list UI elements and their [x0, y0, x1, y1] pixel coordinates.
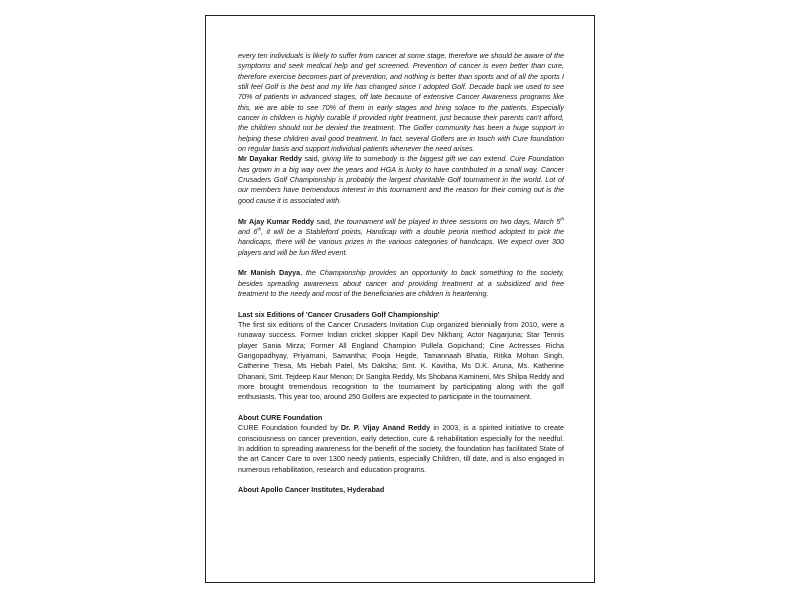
spacer: [238, 403, 564, 413]
said-dayakar: said,: [301, 154, 323, 164]
quote-ajay-sup-a: th: [560, 216, 564, 222]
spacer: [238, 206, 564, 216]
sep-manish: ,: [300, 268, 306, 278]
quote-dayakar-text: giving life to somebody is the biggest gift we can extend. Cure Foundation has grown in a big way over the years and HGA is lucky to have contributed in a small way. Cancer Crusaders Golf Championship is probably the largest charitable Golf tournament in the world. Lot of our members have tremendous interest in this tournament and the reason for their coming out is the good cause it is associated with.: [238, 154, 565, 205]
cure-body-a: CURE Foundation founded by: [238, 423, 341, 433]
spacer: [238, 299, 564, 309]
document-page: [205, 15, 595, 583]
editions-heading: Last six Editions of 'Cancer Crusaders Golf Championship': [238, 309, 440, 319]
quote-manish-text: the Championship provides an opportunity to back something to the society, besides spreading awareness about cancer and providing treatment at a subsidized and free treatment to the needy and most of the beneficiaries are children is heartening.: [238, 268, 565, 298]
quote-ajay-text-c: , it will be a Stableford points, Handicap with a double peoria method adopted to pick the handicaps, there will be various prizes in the various categories of handicaps. We expect over 300 players and will be fun filled event.: [238, 226, 564, 257]
quote-ajay-sup-b: th: [257, 226, 262, 232]
quote-manish-paragraph: [238, 268, 564, 299]
quote-dayakar-paragraph: [238, 154, 564, 206]
cure-founder: Dr. P. Vijay Anand Reddy: [340, 423, 431, 433]
quote-ajay-text-b: and 6: [238, 226, 258, 236]
cure-heading: About CURE Foundation: [238, 413, 323, 423]
spacer: [238, 258, 564, 268]
cure-body: [238, 423, 564, 475]
speaker-dayakar: Mr Dayakar Reddy: [238, 154, 302, 164]
speaker-ajay: Mr Ajay Kumar Reddy: [238, 216, 314, 226]
page-content: [238, 51, 564, 496]
apollo-heading: About Apollo Cancer Institutes, Hyderabad: [238, 485, 385, 495]
quote-ajay-paragraph: [238, 217, 564, 258]
quote-ajay-text-a: the tournament will be played in three sessions on two days, March 5: [334, 216, 561, 226]
editions-body: The first six editions of the Cancer Crusaders Invitation Cup organized biennially from 2010, were a runaway success. Former Indian cricket skipper Kapil Dev Nikhanj; Actor Nagarjuna; Star Tennis player Sania Mirza; Former All England Champion Pullela Gopichand; Cine Actresses Richa Gangopadhyay, Priyamani, Samantha; Pooja Hegde, Tamannaah Bhatia, Ritika Mohan Singh, Catherine Tresa, Ms Hebah Patel, Ms Daksha; Smt. K. Kavitha, Ms D.K. Aruna, Ms. Katherine Dhanani, Smt. Tejdeep Kaur Menon; Dr Sangita Reddy, Ms Shobana Kamineni, Mrs Shilpa Reddy and more brought tremendous recognition to the tournament by participating along with the golf enthusiasts. This year too, around 250 Golfers are expected to participate in the tournament.: [238, 319, 564, 402]
speaker-manish: Mr Manish Dayya: [238, 268, 301, 278]
cure-body-b: in 2003, is a spirited initiative to create consciousness on cancer prevention, early detection, cure & rehabilitation especially for the needful. In addition to spreading awareness for the benefit of the society, the foundation has facilitated State of the art Cancer Care to over 1300 needy patients, especially Children, till date, and is also engaged in numerous rehabilitation, research and education programs.: [238, 423, 564, 474]
said-ajay: said,: [314, 216, 335, 226]
intro-paragraph: every ten individuals is likely to suffer from cancer at some stage, therefore we should be aware of the symptoms and seek medical help and get screened. Prevention of cancer is even better than cure, therefore exercise becomes part of prevention, and nothing is better than sports and of all the sports I still feel Golf is the best and my life has changed since I adopted Golf. Decade back we used to see 70% of patients in advanced stages, off late because of extensive Cancer Awareness programs like this, we are able to see 70% of them in early stages and bring solace to the patients. Especially cancer in children is highly curable if provided right treatment, just because their parents can't afford, the children should not be denied the treatment. The Golfer community has been a huge support in helping these children avail good treatment. In fact, several Golfers are in touch with Cure foundation on regular basis and support individual patients whenever the need arises.: [238, 51, 564, 154]
spacer: [238, 475, 564, 485]
